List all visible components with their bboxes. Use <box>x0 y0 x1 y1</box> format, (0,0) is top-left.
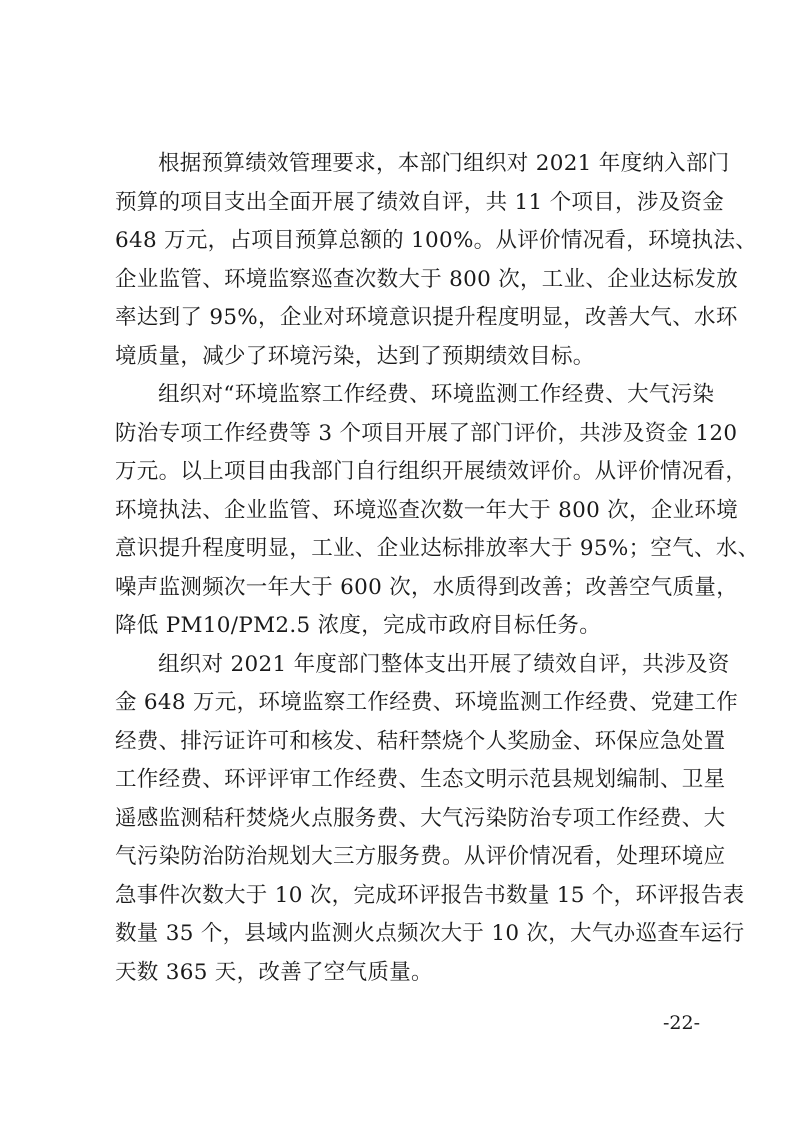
paragraph-3 <box>115 646 745 993</box>
paragraph-line: 降低 PM10/PM2.5 浓度，完成市政府目标任务。 <box>115 613 602 638</box>
paragraph-line: 648 万元，占项目预算总额的 100%。从评价情况看，环境执法、 <box>115 228 758 253</box>
paragraph-line: 根据预算绩效管理要求，本部门组织对 2021 年度纳入部门 <box>158 151 730 176</box>
paragraph-line: 防治专项工作经费等 3 个项目开展了部门评价，共涉及资金 120 <box>115 420 738 446</box>
paragraph-line: 急事件次数大于 10 次，完成环评报告书数量 15 个，环评报告表 <box>115 882 745 908</box>
paragraph-line: 企业监管、环境监察巡查次数大于 800 次，工业、企业达标发放 <box>115 266 739 292</box>
paragraph-line: 率达到了 95%，企业对环境意识提升程度明显，改善大气、水环 <box>115 305 738 330</box>
paragraph-line: 金 648 万元，环境监察工作经费、环境监测工作经费、党建工作 <box>115 690 739 715</box>
paragraph-line: 天数 365 天，改善了空气质量。 <box>115 959 433 985</box>
paragraph-2 <box>115 376 760 646</box>
paragraph-line: 噪声监测频次一年大于 600 次，水质得到改善；改善空气质量， <box>115 574 739 600</box>
paragraph-line: 环境执法、企业监管、环境巡查次数一年大于 800 次，企业环境 <box>115 497 739 523</box>
paragraph-1 <box>115 145 758 376</box>
paragraph-line: 预算的项目支出全面开展了绩效自评，共 11 个项目，涉及资金 <box>115 189 725 215</box>
paragraph-line: 组织对 2021 年度部门整体支出开展了绩效自评，共涉及资 <box>158 651 730 677</box>
page-number: -22- <box>662 1012 700 1034</box>
paragraph-line: 组织对“环境监察工作经费、环境监测工作经费、大气污染 <box>158 382 715 407</box>
paragraph-line: 气污染防治防治规划大三方服务费。从评价情况看，处理环境应 <box>115 844 726 869</box>
document-body <box>115 145 760 992</box>
paragraph-line: 经费、排污证许可和核发、秸秆禁烧个人奖励金、环保应急处置 <box>115 728 726 754</box>
paragraph-line: 数量 35 个，县域内监测火点频次大于 10 次，大气办巡查车运行 <box>115 921 745 946</box>
paragraph-line: 工作经费、环评评审工作经费、生态文明示范县规划编制、卫星 <box>115 767 726 792</box>
paragraph-line: 万元。以上项目由我部门自行组织开展绩效评价。从评价情况看， <box>115 459 748 484</box>
paragraph-line: 遥感监测秸秆焚烧火点服务费、大气污染防治专项工作经费、大 <box>115 805 726 831</box>
paragraph-line: 境质量，减少了环境污染，达到了预期绩效目标。 <box>115 343 595 369</box>
paragraph-line: 意识提升程度明显，工业、企业达标排放率大于 95%；空气、水、 <box>115 536 760 561</box>
